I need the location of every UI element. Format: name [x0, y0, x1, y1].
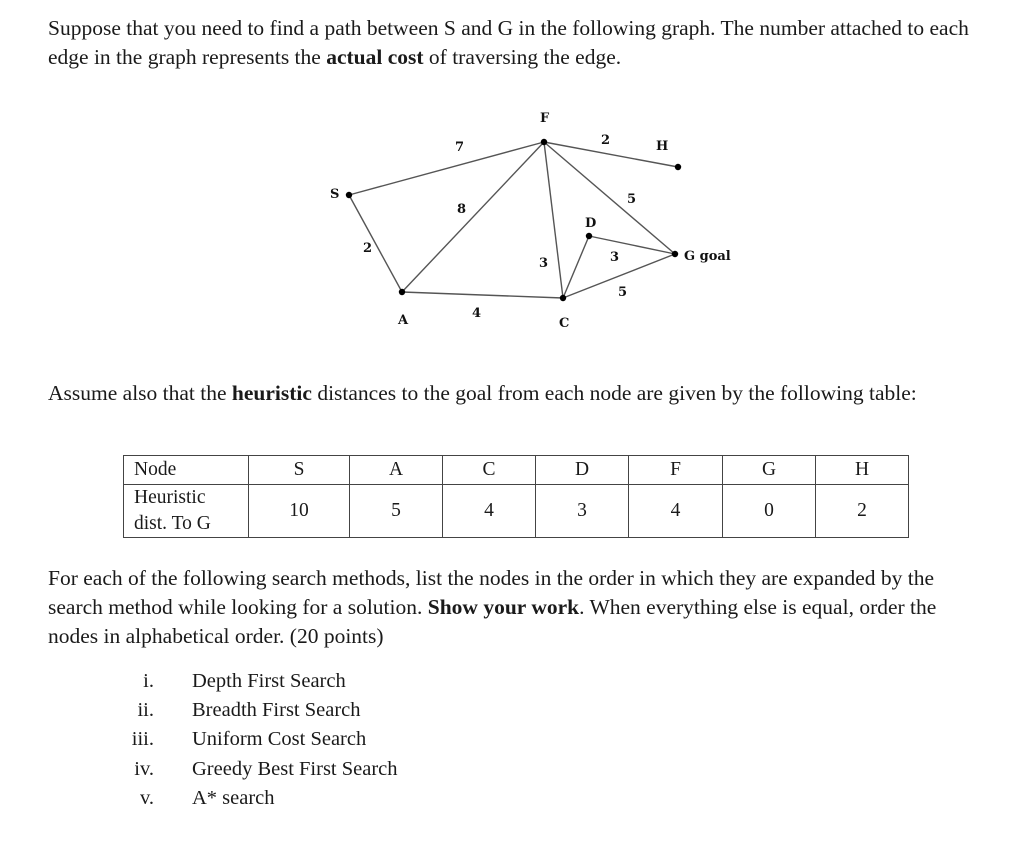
list-item-label: Depth First Search	[192, 670, 346, 692]
list-item-label: A* search	[192, 786, 275, 809]
edge-d-g	[589, 236, 675, 254]
table-row-nodes	[124, 456, 909, 485]
list-item-label: Breadth First Search	[192, 699, 361, 722]
table-header-heuristic	[124, 485, 249, 538]
table-node-g: G	[723, 456, 816, 485]
edge-s-a	[349, 195, 402, 292]
table-value-g: 0	[723, 485, 816, 538]
edge-cost-a-c: 4	[472, 306, 482, 321]
heuristic-paragraph	[48, 379, 988, 408]
list-item-label: Greedy Best First Search	[192, 757, 398, 780]
table-value-s: 10	[249, 485, 350, 538]
edge-cost-f-c: 3	[539, 256, 549, 271]
edge-cost-s-a: 2	[363, 241, 373, 256]
table-value-d: 3	[536, 485, 629, 538]
table-node-c: C	[443, 456, 536, 485]
table-node-h: H	[816, 456, 909, 485]
edge-cost-s-f: 7	[455, 140, 465, 155]
table-header-heuristic-line2: dist. To G	[134, 513, 211, 534]
node-f	[541, 139, 547, 145]
instructions-text-end: . When everything else is equal, order the nodes in alphabetical order. (20 points)	[48, 595, 937, 648]
list-item-label: Uniform Cost Search	[192, 728, 367, 751]
node-s	[346, 192, 352, 198]
graph-nodes	[346, 139, 681, 301]
node-label-f: F	[540, 111, 550, 126]
heuristic-table	[123, 455, 909, 538]
node-label-s: S	[330, 187, 340, 202]
list-item-number: ii.	[137, 699, 154, 722]
table-value-h: 2	[816, 485, 909, 538]
list-item-number: v.	[139, 786, 154, 809]
table-header-heuristic-line1: Heuristic	[134, 487, 206, 508]
edge-f-g	[544, 142, 675, 254]
table-value-a: 5	[350, 485, 443, 538]
node-label-h: H	[656, 139, 669, 154]
table-node-a: A	[350, 456, 443, 485]
edge-cost-f-h: 2	[601, 133, 611, 148]
heuristic-bold: heuristic	[231, 381, 312, 405]
table-node-f: F	[629, 456, 723, 485]
edge-a-f	[402, 142, 544, 292]
table-node-s: S	[249, 456, 350, 485]
table-header-node: Node	[124, 456, 249, 485]
list-item-number: iii.	[131, 728, 154, 751]
node-g	[672, 251, 678, 257]
edge-cost-c-g: 5	[618, 285, 628, 300]
intro-bold: actual cost	[326, 45, 424, 69]
intro-text-end: of traversing the edge.	[423, 45, 622, 69]
edge-f-c	[544, 142, 563, 298]
list-item-number: iv.	[134, 757, 154, 780]
node-label-c: C	[559, 316, 570, 331]
edge-cost-d-g: 3	[610, 250, 620, 265]
edge-cost-f-g: 5	[627, 192, 637, 207]
graph-edges	[349, 142, 678, 298]
table-value-c: 4	[443, 485, 536, 538]
node-d	[586, 233, 592, 239]
edge-s-f	[349, 142, 544, 195]
table-node-d: D	[536, 456, 629, 485]
graph-node-labels	[330, 111, 731, 331]
heuristic-text: Assume also that the	[48, 381, 232, 405]
list-item-number: i.	[143, 670, 154, 692]
node-label-g: G goal	[684, 249, 731, 264]
instructions-text: For each of the following search methods, list the nodes in the order in which they are expanded by the search method while looking for a solution.	[48, 566, 935, 619]
heuristic-text-end: distances to the goal from each node are given by the following table:	[311, 381, 917, 405]
node-a	[399, 289, 405, 295]
node-c	[560, 295, 566, 301]
graph-diagram	[0, 0, 1024, 360]
table-value-f: 4	[629, 485, 723, 538]
node-h	[675, 164, 681, 170]
node-label-d: D	[585, 216, 597, 231]
edge-a-c	[402, 292, 563, 298]
edge-cost-a-f: 8	[457, 202, 467, 217]
instructions-paragraph	[48, 564, 988, 651]
intro-text: Suppose that you need to find a path between S and G in the following graph. The number attached to each edge in the graph represents the	[48, 16, 969, 69]
instructions-bold: Show your work	[427, 595, 580, 619]
node-label-a: A	[398, 313, 409, 328]
table-row-heuristic	[124, 485, 909, 538]
